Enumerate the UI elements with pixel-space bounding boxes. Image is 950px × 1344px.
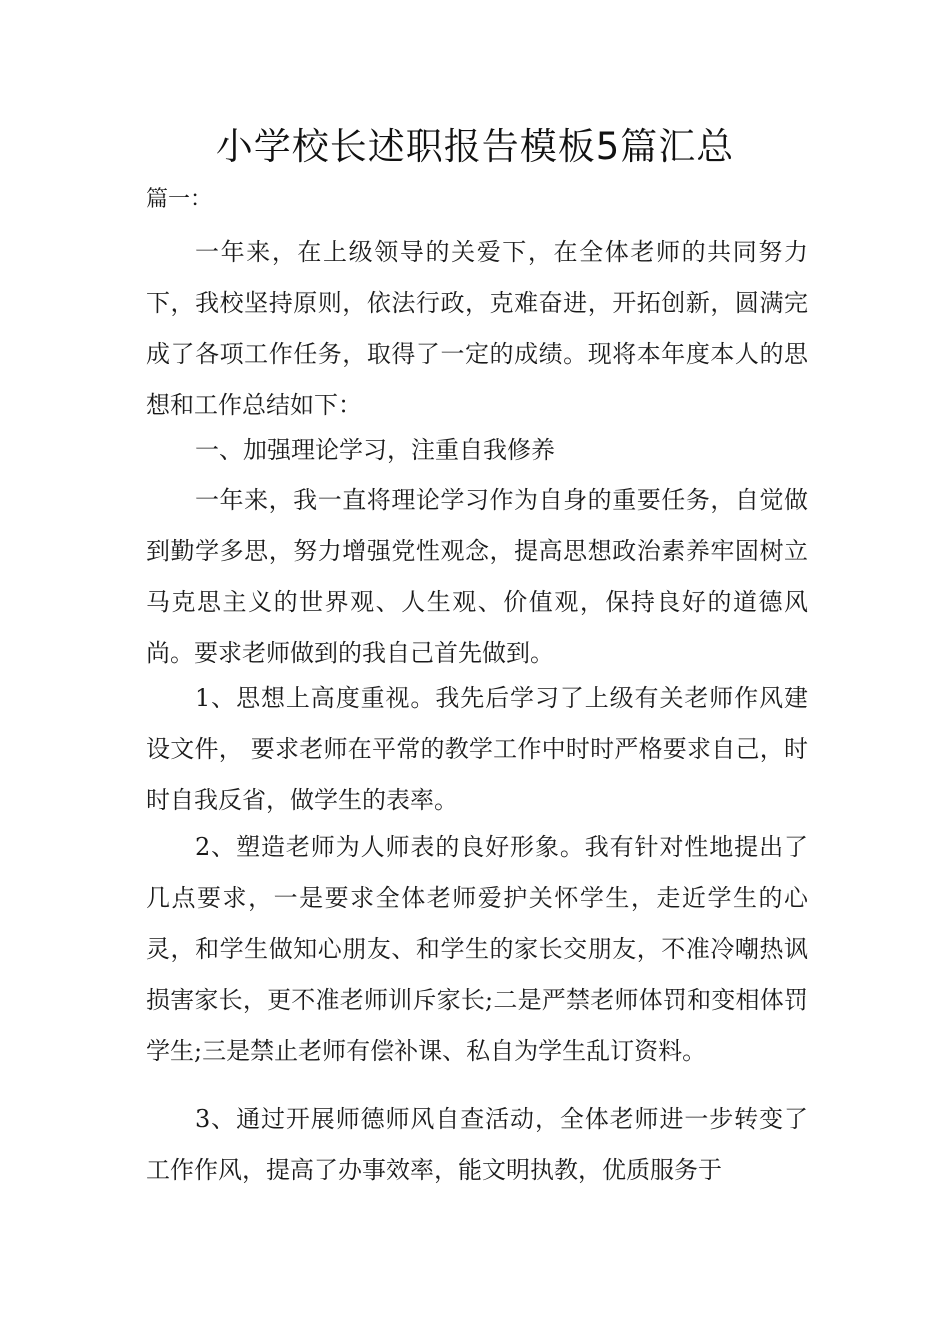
paragraph-intro: 一年来，在上级领导的关爱下，在全体老师的共同努力下，我校坚持原则，依法行政，克难奋进，开拓创新，圆满完成了各项工作任务，取得了一定的成绩。现将本年度本人的思想和工作总结如下： bbox=[146, 238, 808, 419]
paragraph-item-1: 1、思想上高度重视。我先后学习了上级有关老师作风建设文件， 要求老师在平常的教学工作中时时严格要求自己，时时自我反省，做学生的表率。 bbox=[146, 684, 808, 814]
section-label: 篇一： bbox=[146, 187, 213, 212]
paragraph-item-3: 3、通过开展师德师风自查活动，全体老师进一步转变了工作作风，提高了办事效率，能文明执教，优质服务于 bbox=[146, 1105, 808, 1184]
paragraph-heading-theory: 一、加强理论学习，注重自我修养 bbox=[195, 436, 555, 464]
paragraph-item-2: 2、塑造老师为人师表的良好形象。我有针对性地提出了几点要求，一是要求全体老师爱护关怀学生，走近学生的心灵，和学生做知心朋友、和学生的家长交朋友，不准冷嘲热讽损害家长，更不准老师训斥家长;二是严禁老师体罚和变相体罚学生;三是禁止老师有偿补课、私自为学生乱订资料。 bbox=[146, 833, 808, 1065]
document-title: 小学校长述职报告模板5篇汇总 bbox=[215, 125, 735, 168]
paragraph-theory-study: 一年来，我一直将理论学习作为自身的重要任务，自觉做到勤学多思，努力增强党性观念，提高思想政治素养牢固树立马克思主义的世界观、人生观、价值观，保持良好的道德风尚。要求老师做到的我自己首先做到。 bbox=[146, 486, 808, 667]
